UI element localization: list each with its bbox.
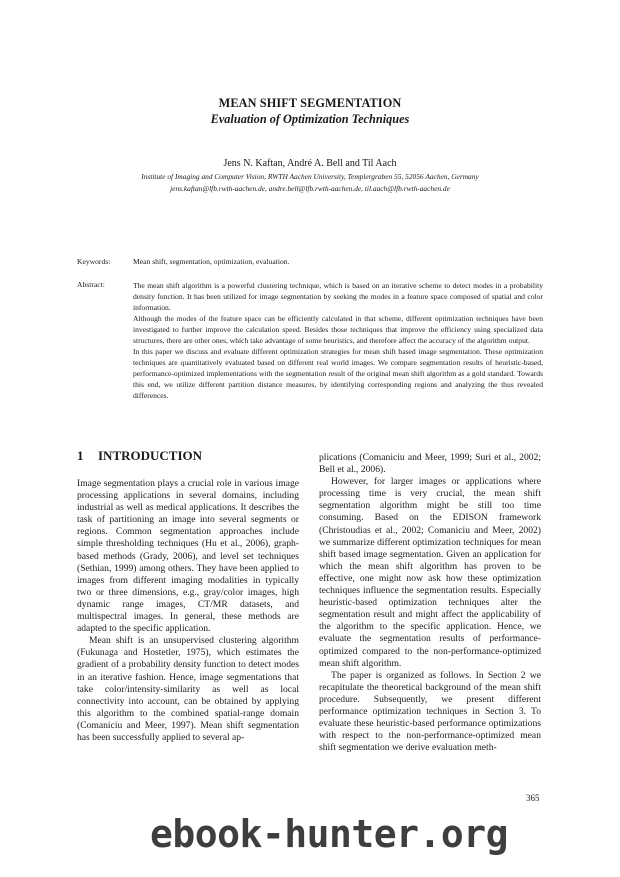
abstract-body xyxy=(133,280,543,402)
body-paragraph: Image segmentation plays a crucial role in various image processing applications in several domains, including industrial as well as medical applications. It describes the task of partitioning an image into several segments or regions. Common segmentation approaches include simple thresholding techniques (Hu et al., 2006), graph-based methods (Grady, 2006), and level set techniques (Sethian, 1999) among others. They have been applied to images from different imaging modalities in typically two or three dimensions, e.g., gray/color images, high dynamic range images, CT/MR datasets, and multispectral images. In general, these methods are adapted to the specific application. xyxy=(77,478,299,635)
author-list: Jens N. Kaftan, André A. Bell and Til Aach xyxy=(223,158,397,169)
page-number: 365 xyxy=(526,793,540,803)
right-column xyxy=(319,452,541,754)
paper-title: MEAN SHIFT SEGMENTATION xyxy=(218,96,402,110)
author-emails: jens.kaftan@lfb.rwth-aachen.de, andre.bell@lfb.rwth-aachen.de, til.aach@lfb.rwth-aachen.de xyxy=(170,184,450,193)
body-paragraph: plications (Comaniciu and Meer, 1999; Suri et al., 2002; Bell et al., 2006). xyxy=(319,452,541,476)
keywords-text: Mean shift, segmentation, optimization, evaluation. xyxy=(133,257,290,266)
body-paragraph: However, for larger images or applications where processing time is very crucial, the mean shift segmentation algorithm might be still too time consuming. Based on the EDISON framework (Christoudias et al., 2002; Comaniciu and Meer, 2002) we summarize different optimization techniques for mean shift based image segmentation. Given an application for which the mean shift algorithm has proven to be effective, one might now ask how these optimization techniques influence the segmentation results. Especially heuristic-based optimization techniques alter the segmentation result and might affect the applicability of the algorithm to the specific application. Hence, we evaluate the segmentation results of performance-optimized compared to the non-performance-optimized mean shift algorithm. xyxy=(319,476,542,669)
keywords-label: Keywords: xyxy=(77,257,111,266)
body-paragraph: Mean shift is an unsupervised clustering algorithm (Fukunaga and Hostetler, 1975), which estimates the gradient of a probability density function to detect modes in an iterative fashion. Hence, image segmentations that take color/intensity-similarity as well as local connectivity into account, can be obtained by applying this algorithm to the combined spatial-range domain (Comaniciu and Meer, 1997). Mean shift segmentation has been successfully applied to several ap- xyxy=(77,635,299,743)
section-number: 1 xyxy=(77,448,84,463)
affiliation: Institute of Imaging and Computer Vision, RWTH Aachen University, Templergraben 55, 52056 Aachen, Germany xyxy=(141,172,479,181)
left-column xyxy=(77,478,299,744)
abstract-paragraph: Although the modes of the feature space can be efficiently calculated in that scheme, different optimization techniques have been investigated to further improve the calculation speed. Besides those techniques that improve the efficiency using specialized data structures, there are other ones, which take advantage of some heuristics, and therefore affect the accuracy of the algorithm output. xyxy=(133,314,543,346)
abstract-label: Abstract: xyxy=(77,280,105,289)
section-title: INTRODUCTION xyxy=(98,448,203,463)
body-paragraph: The paper is organized as follows. In Section 2 we recapitulate the theoretical background of the mean shift procedure. Subsequently, we present different performance optimization techniques in Section 3. To evaluate these heuristic-based performance optimizations with respect to the non-performance-optimized mean shift segmentation we derive evaluation meth- xyxy=(319,669,541,754)
abstract-paragraph: The mean shift algorithm is a powerful clustering technique, which is based on an iterative scheme to detect modes in a probability density function. It has been utilized for image segmentation by seeking the modes in a feature space composed of spatial and color information. xyxy=(133,281,543,313)
paper-subtitle: Evaluation of Optimization Techniques xyxy=(210,112,410,126)
section-heading xyxy=(77,448,202,464)
abstract-paragraph: In this paper we discuss and evaluate different optimization strategies for mean shift based image segmentation. These optimization techniques are quantitatively evaluated based on different real world images. We compare segmentation results of heuristic-based, performance-optimized implementations with the segmentation result of the original mean shift algorithm as a gold standard. Towards this end, we utilize different partition distance measures, by identifying corresponding regions and analyzing the thus revealed differences. xyxy=(133,347,543,401)
watermark: ebook-hunter.org xyxy=(150,812,509,856)
